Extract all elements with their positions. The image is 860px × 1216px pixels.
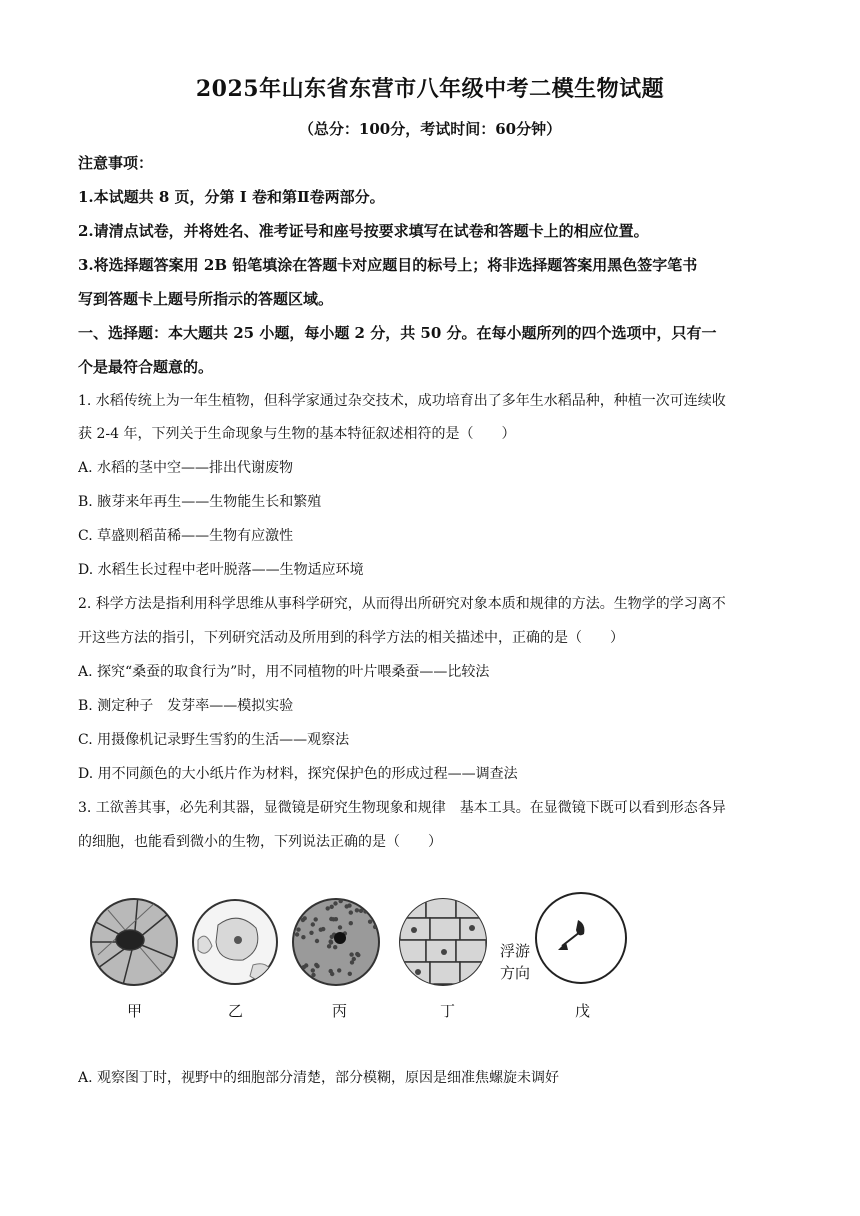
paramecium-field [536,893,626,983]
notice-item: 写到答题卡上题号所指示的答题区域。 [78,290,334,308]
question-3-option-a: A. 观察图丁时，视野中的细胞部分清楚，部分模糊，原因是细准焦螺旋未调好 [78,1070,560,1086]
blood-cell-dot [314,917,318,921]
notice-item: 2.请清点试卷，并将姓名、准考证号和座号按要求填写在试卷和答题卡上的相应位置。 [78,222,649,240]
blood-cell-dot [345,904,349,908]
blood-cell-dot [368,920,372,924]
swim-direction-line2: 方向 [500,964,531,982]
blood-cell-dot [305,900,309,904]
blood-cell-dot [349,921,353,925]
blood-cell-dot [330,972,334,976]
question-1-option-d: D. 水稻生长过程中老叶脱落——生物适应环境 [78,562,364,578]
question-2-option-c: C. 用摄像机记录野生雪豹的生活——观察法 [78,732,350,748]
blood-cell-dot [306,982,310,986]
blood-cell-dot [311,968,315,972]
blood-cell-dot [298,972,302,976]
page-title: 2025年山东省东营市八年级中考二模生物试题 [195,76,665,102]
blood-cell-dot [339,899,343,903]
question-2-option-d: D. 用不同颜色的大小纸片作为材料，探究保护色的形成过程——调查法 [78,766,518,782]
blood-cell-dot [309,931,313,935]
blood-cell-dot [348,972,352,976]
question-2-stem: 2. 科学方法是指利用科学思维从事科学研究，从而得出所研究对象本质和规律的方法。生物学的学习离不 [78,596,726,612]
blood-cell-dot [349,910,353,914]
blood-cell-dot [373,913,377,917]
blood-cell-dot [338,925,342,929]
figure-label-wu: 戊 [575,1002,591,1020]
figure-label-jia: 甲 [127,1002,143,1020]
question-2-stem-cont: 开这些方法的指引，下列研究活动及所用到的科学方法的相关描述中，正确的是（ ） [78,630,624,646]
notice-item: 1.本试题共 8 页，分第 I 卷和第Ⅱ卷两部分。 [78,188,385,206]
blood-cell-dot [306,901,310,905]
blood-cell-dot [333,945,337,949]
blood-cell-dot [355,908,359,912]
blood-cell-dot [326,906,330,910]
blood-cell-dot [314,963,318,967]
figure-label-ding: 丁 [440,1002,456,1020]
question-1-option-b: B. 腋芽来年再生——生物能生长和繁殖 [78,494,322,510]
question-3-stem-cont: 的细胞，也能看到微小的生物，下列说法正确的是（ ） [78,834,442,850]
blood-cell-dot [315,939,319,943]
blood-cell-micrograph [291,897,379,987]
question-1-option-c: C. 草盛则稻苗稀——生物有应激性 [78,528,294,544]
blood-cell-dot [301,935,305,939]
blood-cell-dot [355,952,359,956]
question-2-option-b: B. 测定种子 发芽率——模拟实验 [78,698,294,714]
exam-info: （总分：100分，考试时间：60分钟） [298,120,562,138]
blood-cell-dot [352,957,356,961]
blood-cell-dot [333,901,337,905]
figure-label-yi: 乙 [228,1002,244,1020]
notice-item: 3.将选择题答案用 2B 铅笔填涂在答题卡对应题目的标号上；将非选择题答案用黑色签字笔书 [78,256,698,274]
blood-cell-dot [331,917,335,921]
question-1-stem: 1. 水稻传统上为一年生植物，但科学家通过杂交技术，成功培育出了多年生水稻品种，种植一次可连续收 [78,393,726,409]
section-heading-cont: 个是最符合题意的。 [78,358,214,376]
blood-cell-dot [349,952,353,956]
blood-cell-dot [298,899,302,903]
notice-heading: 注意事项： [78,154,154,172]
microscope-figure [78,880,638,1030]
blood-cell-dot [372,980,376,984]
blood-cell-dot [327,944,331,948]
neuron-micrograph [88,895,178,985]
blood-cell-dot [311,922,315,926]
blood-cell-dot [299,982,303,986]
figure-label-bing: 丙 [332,1002,348,1020]
blood-cell-dot [330,905,334,909]
blood-cell-dot [329,939,333,943]
blood-cell-dot [311,973,315,977]
onion-epidermis-micrograph [396,898,490,985]
blood-cell-dot [296,927,300,931]
blood-cell-dot [359,909,363,913]
blood-cell-dot [365,980,369,984]
blood-cell-dot [292,962,296,966]
blood-cell-dot [371,971,375,975]
swim-direction-line1: 浮游 [500,942,531,960]
question-1-option-a: A. 水稻的茎中空——排出代谢废物 [78,460,294,476]
section-heading: 一、选择题：本大题共 25 小题，每小题 2 分，共 50 分。在每小题所列的四个选项中，只有一 [78,324,717,342]
swim-direction-note [500,940,530,984]
question-2-option-a: A. 探究“桑蚕的取食行为”时，用不同植物的叶片喂桑蚕——比较法 [78,664,490,680]
blood-cell-dot [295,932,299,936]
blood-cell-dot [293,910,297,914]
question-3-stem: 3. 工欲善其事，必先利其器，显微镜是研究生物现象和规律 基本工具。在显微镜下既可以看到形态各异 [78,800,726,816]
blood-cell-dot [337,968,341,972]
epithelial-cell-micrograph [193,900,277,984]
blood-cell-dot [319,928,323,932]
blood-cell-dot [305,897,309,901]
blood-cell-dot [303,916,307,920]
question-1-stem-cont: 获 2-4 年，下列关于生命现象与生物的基本特征叙述相符的是（ ） [78,426,516,442]
blood-cell-dot [298,977,302,981]
